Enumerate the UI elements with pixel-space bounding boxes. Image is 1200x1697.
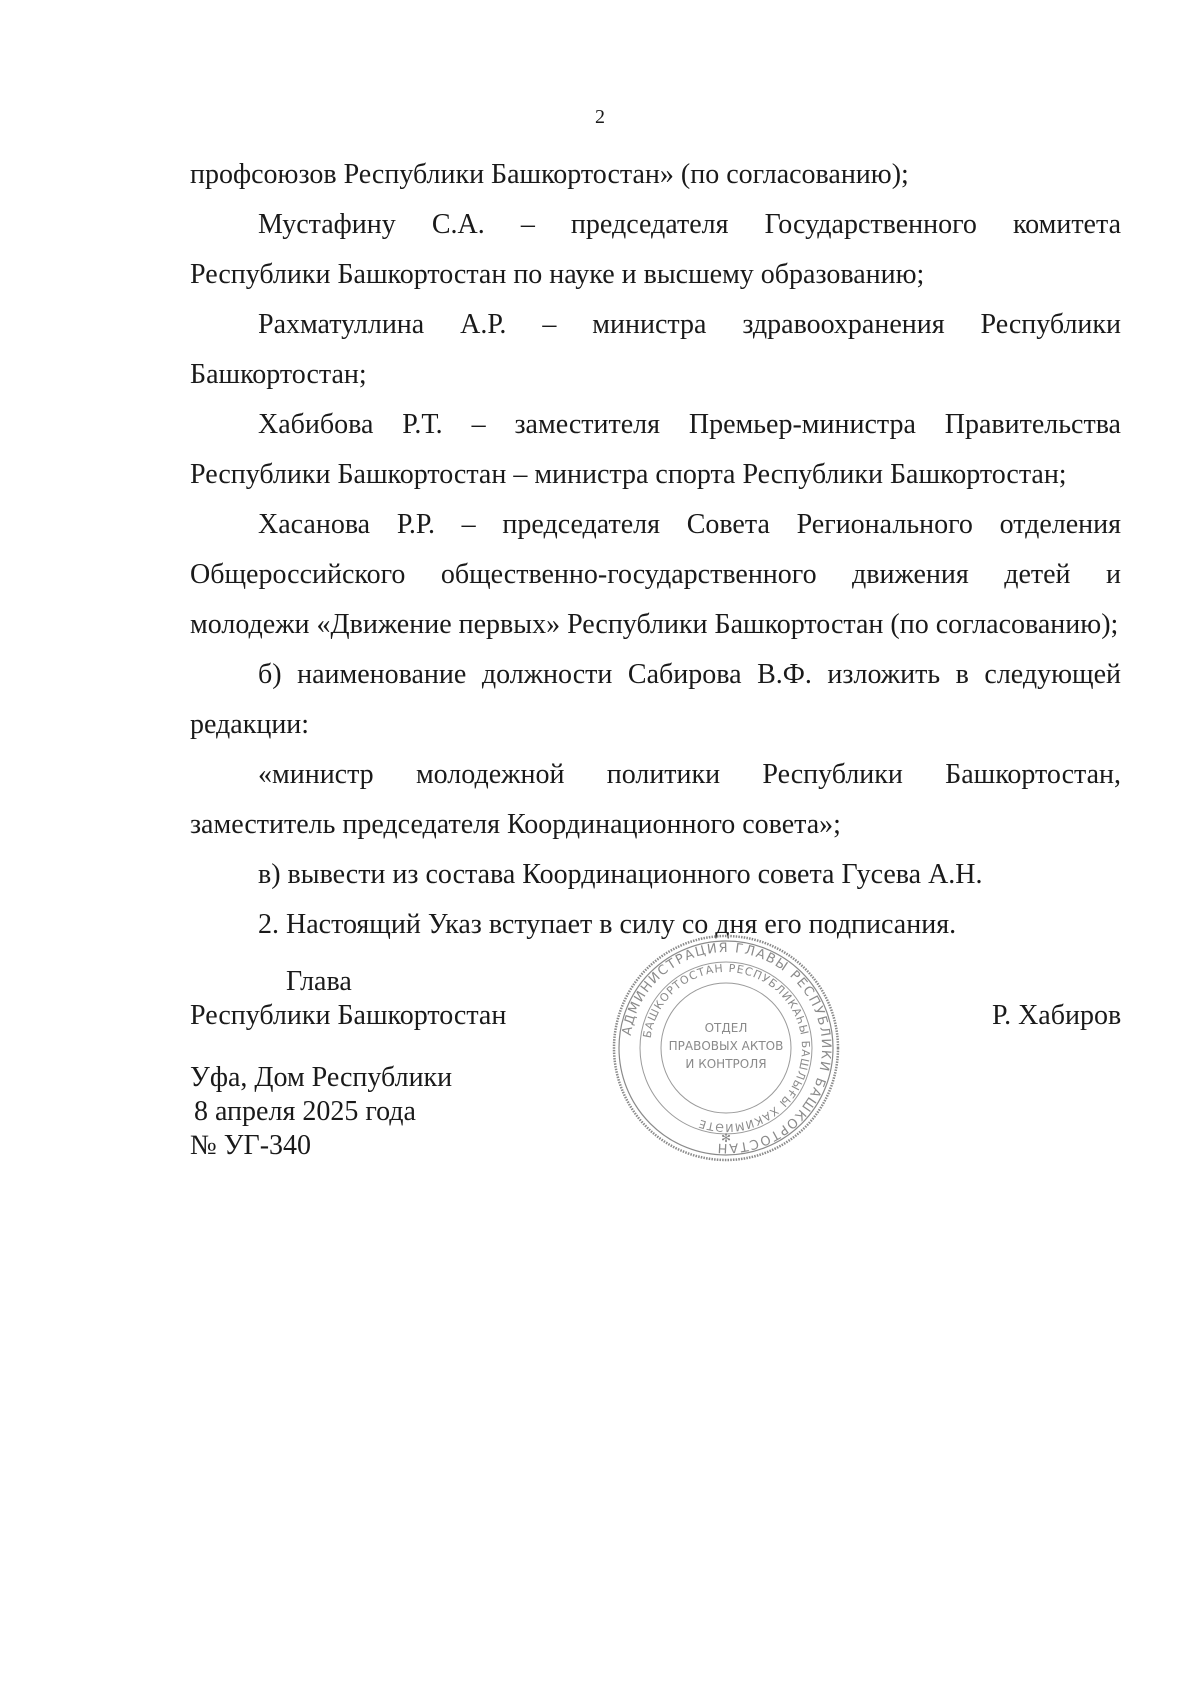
- seal-center-line1: ОТДЕЛ: [704, 1021, 748, 1035]
- paragraph-item-v: в) вывести из состава Координационного совета Гусева А.Н.: [258, 859, 983, 890]
- seal-graphic: [610, 932, 842, 1164]
- paragraph-item-2: 2. Настоящий Указ вступает в силу со дня его подписания.: [258, 909, 957, 940]
- seal-inner-text: БАШКОРТОСТАН РЕСПУБЛИКАҺЫ БАШЛЫҒЫ ХАКИМИӘТЕ: [640, 961, 813, 1135]
- document-body: [190, 150, 1121, 950]
- paragraph-khasanov: Хасанова Р.Р. – председателя Совета Регионального отделения Общероссийского общественно-государственного движения детей и молодежи «Движение первых» Республики Башкортостан (по согласованию);: [190, 509, 1121, 640]
- signature-title-line1: Глава: [286, 966, 352, 997]
- paragraph-item-b: б) наименование должности Сабирова В.Ф. изложить в следующей редакции:: [190, 659, 1121, 740]
- seal-star-icon: ✻: [720, 1131, 732, 1145]
- page-number: 2: [595, 106, 605, 128]
- seal-outer-text: АДМИНИСТРАЦИЯ ГЛАВЫ РЕСПУБЛИКИ БАШКОРТОСТАН: [619, 940, 834, 1156]
- paragraph-mustafina: Мустафину С.А. – председателя Государственного комитета Республики Башкортостан по науке и высшему образованию;: [190, 209, 1121, 290]
- place-location: Уфа, Дом Республики: [190, 1062, 453, 1093]
- document-number: № УГ-340: [190, 1130, 312, 1161]
- paragraph-new-title: «министр молодежной политики Республики Башкортостан, заместитель председателя Координационного совета»;: [190, 759, 1121, 840]
- paragraph-rakhmatullin: Рахматуллина А.Р. – министра здравоохранения Республики Башкортостан;: [190, 309, 1121, 390]
- official-seal: [610, 932, 842, 1164]
- seal-center-line2: ПРАВОВЫХ АКТОВ: [668, 1039, 784, 1053]
- signature-title-line2: Республики Башкортостан: [190, 1000, 507, 1031]
- paragraph-continuation: профсоюзов Республики Башкортостан» (по согласованию);: [190, 159, 909, 190]
- signer-name: Р. Хабиров: [992, 1000, 1122, 1031]
- place-date-block: [190, 1061, 452, 1163]
- signature-block: [190, 965, 506, 1033]
- document-date: 8 апреля 2025 года: [194, 1096, 416, 1127]
- seal-center-line3: И КОНТРОЛЯ: [685, 1057, 767, 1071]
- paragraph-khabibov: Хабибова Р.Т. – заместителя Премьер-министра Правительства Республики Башкортостан – министра спорта Республики Башкортостан;: [190, 409, 1121, 490]
